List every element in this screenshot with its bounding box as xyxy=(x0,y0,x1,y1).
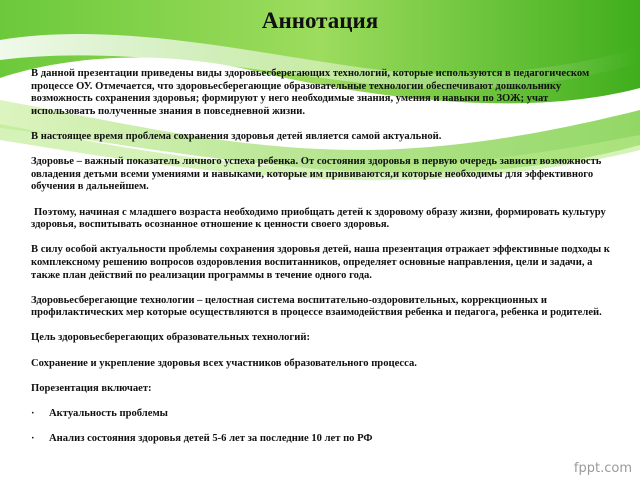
bullet-symbol: · xyxy=(31,408,35,420)
paragraph-health: Здоровье – важный показатель личного успеха ребенка. От состояния здоровья в первую очередь зависит возможность овладения детьми всеми умениями и навыками, которые им прививаются,и которые необходимы для эффективного обучения в дальнейшем. xyxy=(31,156,602,193)
paragraph-includes: Порезентация включает: xyxy=(31,382,152,394)
paragraph-goal: Сохранение и укрепление здоровья всех участников образовательного процесса. xyxy=(31,357,417,369)
watermark: fppt.com xyxy=(573,461,632,476)
paragraph-therefore: Поэтому, начиная с младшего возраста необходимо приобщать детей к здоровому образу жизни, формировать культуру здоровья, воспитывать осознанное отношение к ценности своего здоровья. xyxy=(31,206,606,231)
slide-title: Аннотация xyxy=(261,8,379,33)
list-item xyxy=(31,433,613,446)
list-item-text: Анализ состояния здоровья детей 5-6 лет за последние 10 лет по РФ xyxy=(49,433,373,445)
list-item xyxy=(31,408,613,421)
paragraph-intro: В данной презентации приведены виды здоровьесберегающих технологий, которые используются в педагогическом процессе ОУ. Отмечается, что здоровьесберегающие образовательные технологии обеспечивают дошкольнику возможность сохранения здоровья; формируют у него необходимые знания, умения и навыки по ЗОЖ; учат использовать полученные знания в повседневной жизни. xyxy=(31,68,590,117)
paragraph-relevance: В настоящее время проблема сохранения здоровья детей является самой актуальной. xyxy=(31,130,442,142)
bullet-symbol: · xyxy=(31,433,35,445)
list-item-text: Актуальность проблемы xyxy=(49,408,168,420)
annotation-body xyxy=(31,68,613,458)
paragraph-definition: Здоровьесберегающие технологии – целостная система воспитательно-оздоровительных, коррекционных и профилактических мер которые осуществляются в процессе взаимодействия ребенка и педагога, ребенка и родителей. xyxy=(31,294,602,319)
paragraph-goal-heading: Цель здоровьесберегающих образовательных технологий: xyxy=(31,332,310,344)
paragraph-presentation: В силу особой актуальности проблемы сохранения здоровья детей, наша презентация отражает эффективные подходы к комплексному решению вопросов оздоровления воспитанников, определяет основные направления, цели и задачи, а также план действий по реализации программы в течение одного года. xyxy=(31,244,610,281)
